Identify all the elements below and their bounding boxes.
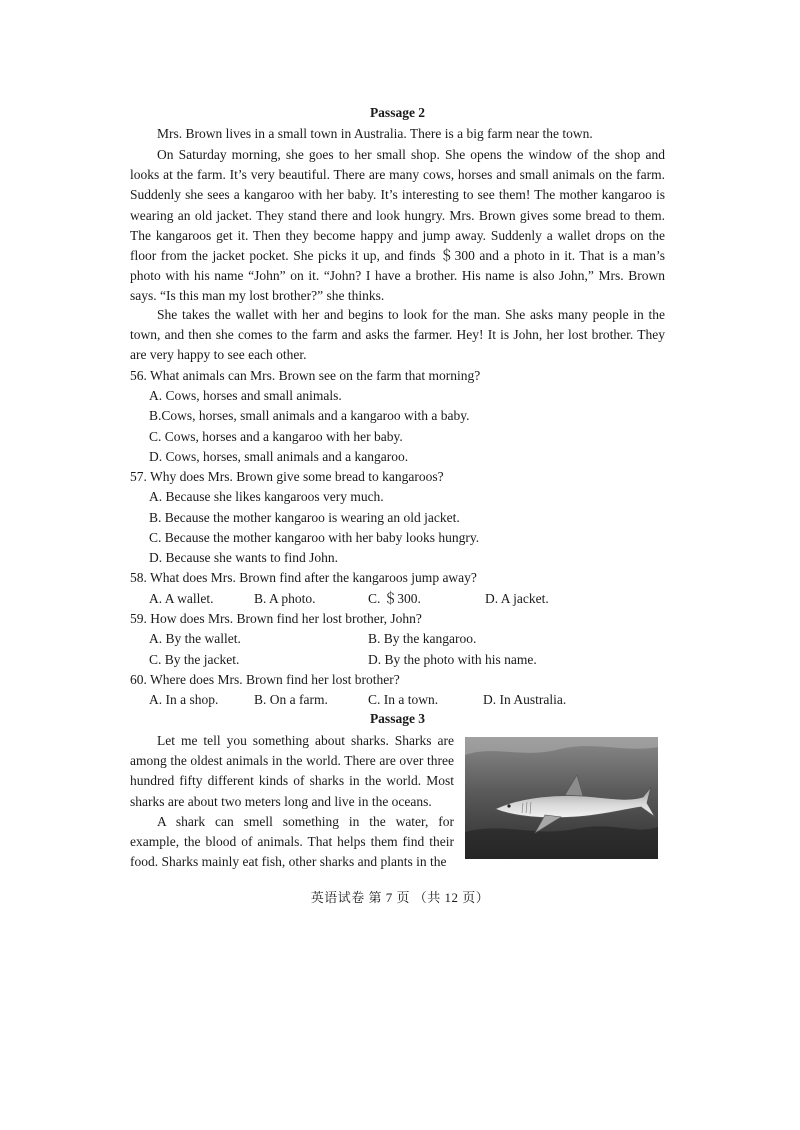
question-60-option-a: A. In a shop. — [149, 692, 219, 707]
question-58-stem: 58. What does Mrs. Brown find after the kangaroos jump away? — [130, 570, 477, 585]
question-58-option-c: C. ＄300. — [368, 591, 421, 606]
shark-photo — [465, 737, 658, 859]
question-57-stem: 57. Why does Mrs. Brown give some bread to kangaroos? — [130, 469, 444, 484]
question-60-option-d: D. In Australia. — [483, 692, 567, 707]
question-56-option-d: D. Cows, horses, small animals and a kangaroo. — [149, 449, 409, 464]
question-60-option-c: C. In a town. — [368, 692, 439, 707]
question-58-option-d: D. A jacket. — [485, 591, 549, 606]
question-56-stem: 56. What animals can Mrs. Brown see on the farm that morning? — [130, 368, 481, 383]
question-59-option-b: B. By the kangaroo. — [368, 631, 477, 646]
passage-2-heading: Passage 2 — [369, 105, 426, 120]
question-56-option-a: A. Cows, horses and small animals. — [149, 388, 342, 403]
passage-2-paragraph-3: She takes the wallet with her and begins to look for the man. She asks many people in the town, and then she comes to the farm and asks the farmer. Hey! It is John, her lost brother. They are very happy to see each other. — [130, 307, 665, 363]
question-59-option-c: C. By the jacket. — [149, 652, 240, 667]
question-57-option-a: A. Because she likes kangaroos very much. — [149, 489, 384, 504]
passage-2-paragraph-2: On Saturday morning, she goes to her small shop. She opens the window of the shop and looks at the farm. It’s very beautiful. There are many cows, horses and small animals on the farm. Suddenly she sees a kangaroo with her baby. It’s interesting to see them! The mother kangaroo is wearing an old jacket. They stand there and look hungry. Mrs. Brown gives some bread to them. The kangaroos get it. Then they become happy and jump away. Suddenly a wallet drops on the floor from the jacket pocket. She picks it up, and finds ＄300 and a photo in it. That is a man’s photo with his name “John” on it. “John? I have a brother. His name is also John,” Mrs. Brown says. “Is this man my lost brother?” she thinks. — [130, 147, 665, 304]
question-59-option-a: A. By the wallet. — [149, 631, 241, 646]
question-60-stem: 60. Where does Mrs. Brown find her lost brother? — [130, 672, 400, 687]
page-footer: 英语试卷 第 7 页 （共 12 页） — [310, 890, 490, 905]
question-57-option-c: C. Because the mother kangaroo with her baby looks hungry. — [149, 530, 480, 545]
question-56-option-b: B.Cows, horses, small animals and a kangaroo with a baby. — [149, 408, 470, 423]
question-59-option-d: D. By the photo with his name. — [368, 652, 537, 667]
question-59-stem: 59. How does Mrs. Brown find her lost brother, John? — [130, 611, 422, 626]
question-58-option-a: A. A wallet. — [149, 591, 214, 606]
passage-3-paragraph-1: Let me tell you something about sharks. Sharks are among the oldest animals in the world. There are over three hundred fifty different kinds of sharks in the world. Most sharks are about two meters long and live in the oceans. — [130, 733, 454, 809]
passage-2-paragraph-1: Mrs. Brown lives in a small town in Australia. There is a big farm near the town. — [157, 126, 593, 141]
question-60-option-b: B. On a farm. — [254, 692, 328, 707]
question-56-option-c: C. Cows, horses and a kangaroo with her baby. — [149, 429, 403, 444]
passage-3-paragraph-2: A shark can smell something in the water, for example, the blood of animals. That helps them find their food. Sharks mainly eat fish, other sharks and plants in the — [130, 814, 454, 870]
question-57-option-d: D. Because she wants to find John. — [149, 550, 338, 565]
question-58-option-b: B. A photo. — [254, 591, 316, 606]
shark-illustration — [465, 737, 658, 859]
question-57-option-b: B. Because the mother kangaroo is wearing an old jacket. — [149, 510, 460, 525]
passage-3-heading: Passage 3 — [369, 711, 426, 726]
